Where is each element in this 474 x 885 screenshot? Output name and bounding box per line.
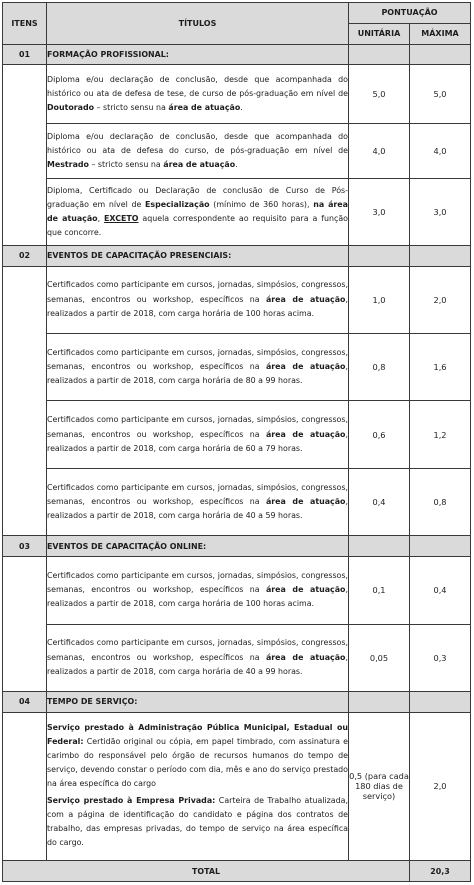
unit-score: 4,0 [349, 124, 410, 179]
bold-text: EXCETO [104, 214, 139, 224]
unit-score: 0,05 [349, 624, 410, 691]
table-row [3, 124, 471, 179]
bold-text: área de atuação [265, 497, 346, 507]
item-description [47, 557, 349, 624]
total-label: TOTAL [3, 861, 410, 882]
text-segment: , realizados a partir de 2018, com carga horária de 100 horas acima. [47, 585, 348, 609]
max-score: 5,0 [410, 65, 471, 124]
text-segment: Certificados como participante em cursos, jornadas, simpósios, congressos, semanas, encontros ou workshop, específicos na [47, 482, 348, 507]
table-row [3, 712, 471, 860]
section-title: EVENTOS DE CAPACITAÇÃO PRESENCIAIS: [47, 245, 349, 266]
text-segment: Diploma, Certificado ou Declaração de conclusão de Curso de Pós-graduação em nível de [47, 185, 348, 209]
section-header-row [3, 44, 471, 65]
item-blank-cell [3, 65, 47, 246]
text-segment: aquela correspondente ao requisito para a função que concorre. [47, 214, 348, 238]
item-description [47, 401, 349, 468]
section-number: 04 [3, 692, 47, 713]
max-score: 0,3 [410, 624, 471, 691]
item-blank-cell [3, 266, 47, 536]
bold-text: na área de atuação [47, 199, 348, 224]
item-description [47, 179, 349, 245]
max-score: 2,0 [410, 266, 471, 333]
max-score: 0,8 [410, 468, 471, 535]
description-paragraph [47, 721, 348, 792]
text-segment: Diploma e/ou declaração de conclusão, desde que acompanhada do histórico ou ata de defesa de tese, de curso de pós-graduação em nível de [47, 75, 348, 99]
table-row [3, 468, 471, 535]
text-segment: , realizados a partir de 2018, com carga horária de 100 horas acima. [47, 294, 348, 318]
item-description [47, 266, 349, 333]
unit-score: 0,4 [349, 468, 410, 535]
unit-score: 0,8 [349, 334, 410, 401]
table-row [3, 179, 471, 245]
bold-text: área de atuação [265, 362, 346, 372]
text-segment: Certificados como participante em cursos, jornadas, simpósios, congressos, semanas, encontros ou workshop, específicos na [47, 347, 348, 372]
bold-text: Doutorado [47, 103, 95, 113]
section-number: 03 [3, 536, 47, 557]
bold-text: área de atuação [163, 160, 236, 170]
section-blank-cell [349, 536, 410, 557]
item-description [47, 124, 349, 179]
unit-score: 0,5 (para cada 180 dias de serviço) [349, 712, 410, 860]
total-value: 20,3 [410, 861, 471, 882]
bold-text: Serviço prestado à Administração Pública Municipal, Estadual ou Federal: [47, 722, 348, 746]
table-row [3, 266, 471, 333]
table-row [3, 401, 471, 468]
text-segment: Certificados como participante em cursos, jornadas, simpósios, congressos, semanas, encontros ou workshop, específicos na [47, 638, 348, 662]
header-unitaria: UNITÁRIA [349, 23, 410, 44]
max-score: 2,0 [410, 712, 471, 860]
max-score: 3,0 [410, 179, 471, 245]
item-description [47, 712, 349, 860]
item-description [47, 468, 349, 535]
table-row [3, 557, 471, 624]
text-segment: Diploma e/ou declaração de conclusão, desde que acompanhada do histórico ou ata de defesa do curso, de pós-graduação em nível de [47, 132, 348, 156]
table-row [3, 334, 471, 401]
section-title: FORMAÇÃO PROFISSIONAL: [47, 44, 349, 65]
bold-text: Especialização [145, 199, 210, 209]
text-segment: – stricto sensu na [94, 103, 169, 113]
text-segment: , realizados a partir de 2018, com carga horária de 60 a 79 horas. [47, 429, 348, 453]
section-blank-cell [410, 44, 471, 65]
section-number: 02 [3, 245, 47, 266]
text-segment: – stricto sensu na [88, 160, 164, 170]
unit-score: 3,0 [349, 179, 410, 245]
table-row [3, 624, 471, 691]
unit-score: 0,6 [349, 401, 410, 468]
text-segment: Certificados como participante em cursos, jornadas, simpósios, congressos, semanas, encontros ou workshop, específicos na [47, 571, 348, 595]
unit-score: 1,0 [349, 266, 410, 333]
max-score: 4,0 [410, 124, 471, 179]
section-blank-cell [410, 692, 471, 713]
text-segment: Certificados como participante em cursos, jornadas, simpósios, congressos, semanas, encontros ou workshop, específicos na [47, 280, 348, 304]
section-blank-cell [349, 245, 410, 266]
text-segment: Certidão original ou cópia, em papel timbrado, com assinatura e carimbo do responsável pelo órgão de recursos humanos do tempo de serviço, devendo constar o período com dia, mês e ano do serviço prestado na área específica do cargo [47, 736, 348, 789]
bold-text: área de atuação [265, 429, 346, 439]
header-itens: ITENS [3, 3, 47, 45]
text-segment: (mínimo de 360 horas), [209, 199, 314, 209]
text-segment: . [240, 103, 243, 113]
table-row [3, 65, 471, 124]
item-description [47, 624, 349, 691]
unit-score: 5,0 [349, 65, 410, 124]
section-header-row [3, 245, 471, 266]
section-header-row [3, 536, 471, 557]
section-blank-cell [349, 44, 410, 65]
item-blank-cell [3, 557, 47, 692]
item-description [47, 334, 349, 401]
text-segment: Carteira de Trabalho atualizada, com a página de identificação do candidato e página dos contratos de trabalho, das empresas privadas, do tempo de serviço na área específica do cargo. [47, 795, 348, 848]
header-pontuacao: PONTUAÇÃO [349, 3, 471, 24]
header-row-1 [3, 3, 471, 24]
scoring-table [2, 2, 471, 882]
total-row [3, 861, 471, 882]
section-header-row [3, 692, 471, 713]
bold-text: Serviço prestado à Empresa Privada: [47, 795, 216, 805]
max-score: 0,4 [410, 557, 471, 624]
text-segment: , [97, 214, 105, 224]
max-score: 1,6 [410, 334, 471, 401]
max-score: 1,2 [410, 401, 471, 468]
text-segment: Certificados como participante em cursos, jornadas, simpósios, congressos, semanas, encontros ou workshop, específicos na [47, 415, 348, 439]
table-body [3, 3, 471, 882]
text-segment: . [235, 160, 238, 170]
section-blank-cell [410, 536, 471, 557]
bold-text: área de atuação [168, 103, 241, 113]
bold-text: área de atuação [265, 294, 346, 304]
section-number: 01 [3, 44, 47, 65]
unit-score: 0,1 [349, 557, 410, 624]
item-description [47, 65, 349, 124]
text-segment: , realizados a partir de 2018, com carga horária de 40 a 99 horas. [47, 652, 348, 676]
bold-text: área de atuação [265, 652, 346, 662]
bold-text: área de atuação [265, 585, 346, 595]
header-titulos: TÍTULOS [47, 3, 349, 45]
bold-text: Mestrado [47, 160, 89, 170]
item-blank-cell [3, 712, 47, 860]
header-maxima: MÁXIMA [410, 23, 471, 44]
section-title: EVENTOS DE CAPACITAÇÃO ONLINE: [47, 536, 349, 557]
text-segment: , realizados a partir de 2018, com carga horária de 80 a 99 horas. [47, 362, 348, 386]
section-blank-cell [410, 245, 471, 266]
section-title: TEMPO DE SERVIÇO: [47, 692, 349, 713]
text-segment: , realizados a partir de 2018, com carga horária de 40 a 59 horas. [47, 497, 348, 521]
description-paragraph [47, 794, 348, 851]
section-blank-cell [349, 692, 410, 713]
